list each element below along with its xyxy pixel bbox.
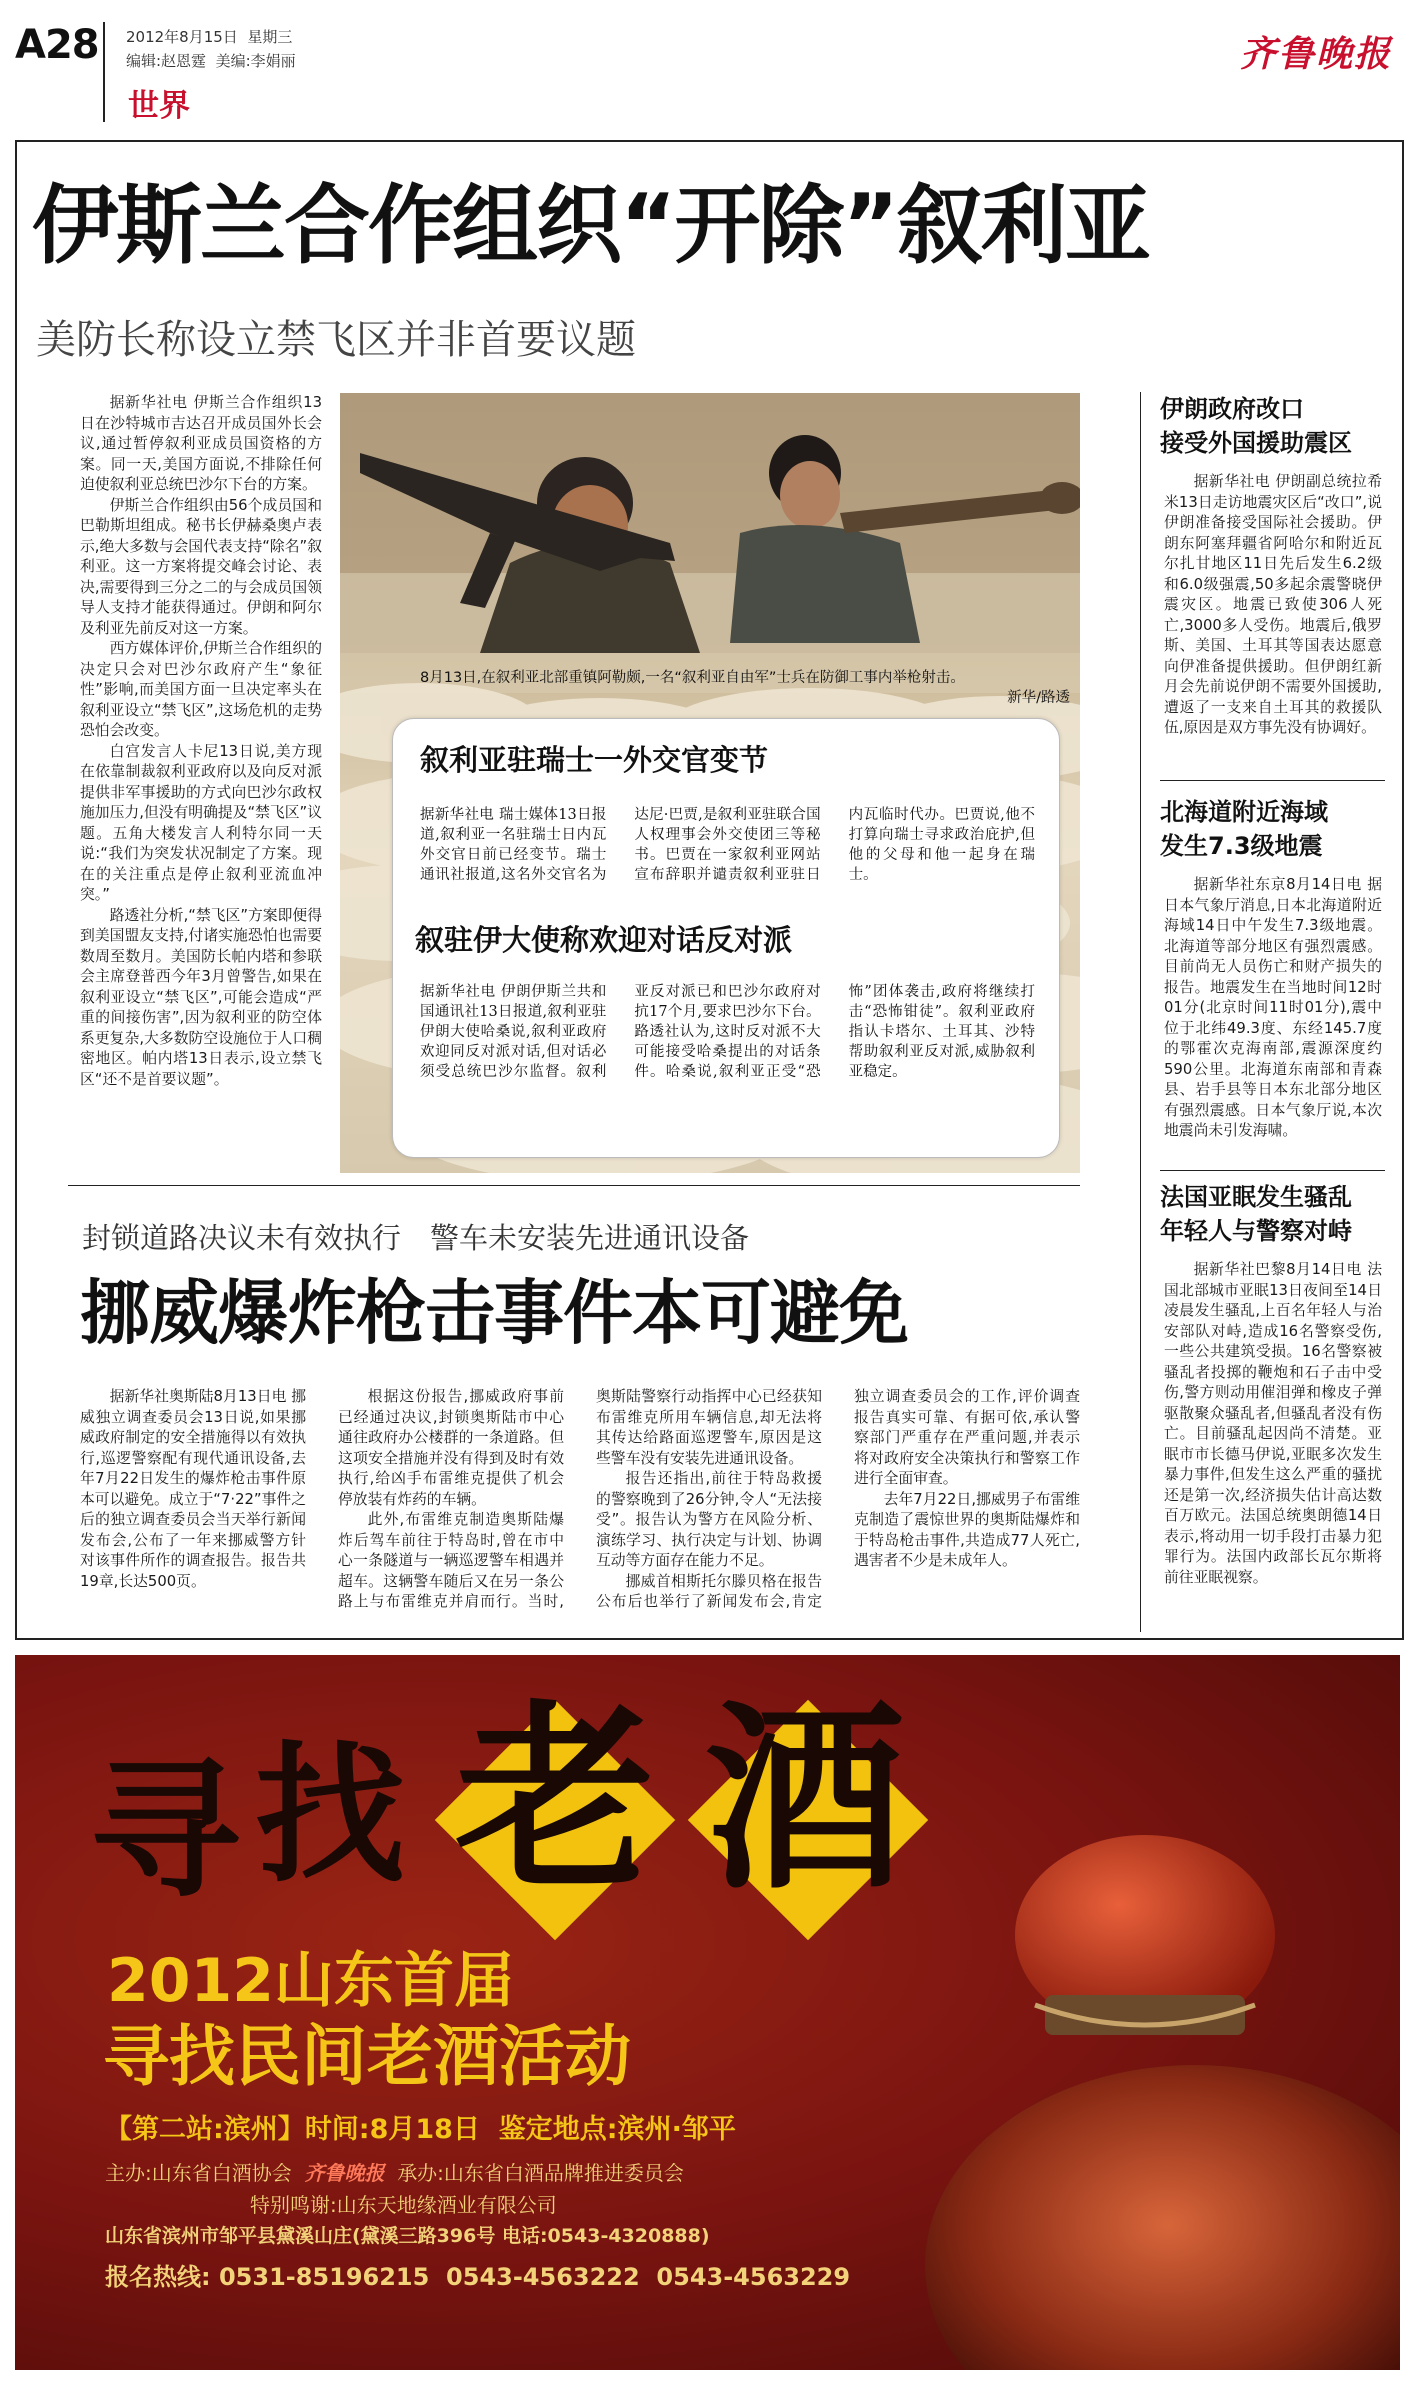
right-column-rule <box>1140 392 1141 1632</box>
right-divider-1 <box>1160 780 1385 781</box>
editor-credit: 编辑:赵恩霆 <box>126 52 207 70</box>
paper-logo: 齐鲁晚报 <box>1240 33 1393 75</box>
masthead-divider <box>103 22 105 122</box>
ad-place: 鉴定地点:滨州·邹平 <box>498 2114 736 2145</box>
norway-body <box>80 1387 1080 1622</box>
box-story2-body: 据新华社电 伊朗伊斯兰共和国通讯社13日报道,叙利亚驻伊朗大使哈桑说,叙利亚政府欢迎同反对派对话,但对话必须受总统巴沙尔监督。叙利亚反对派已和巴沙尔政府对抗17个月,要求巴沙尔下台。路透社认为,这时反对派不大可能接受哈桑提出的对话条件。哈桑说,叙利亚正受“恐怖”团体袭击,政府将继续打击“恐怖钳徒”。叙利亚政府指认卡塔尔、土耳其、沙特帮助叙利亚反对派,威胁叙利亚稳定。 <box>420 984 1035 1080</box>
norway-paragraph: 挪威首相斯托尔滕贝格在报告公布后也举行了新闻发布会,肯定独立调查委员会的工作,评价调查报告真实可靠、有据可依,承认警察部门严重存在严重问题,并表示将对政府安全决策执行和警察工作进行全面审查。 <box>596 1388 1080 1610</box>
norway-paragraph: 据新华社奥斯陆8月13日电 挪威独立调查委员会13日说,如果挪威政府制定的安全措施得以有效执行,巡逻警察配有现代通讯设备,去年7月22日发生的爆炸枪击事件原本可以避免。成立于“7·22”事件之后的独立调查委员会当天举行新闻发布会,公布了一年来挪威警方针对该事件所作的调查报告。报告共19章,长达500页。 <box>80 1388 306 1590</box>
box-story1-text <box>420 805 1035 900</box>
issue-weekday: 星期三 <box>247 28 293 46</box>
ad-subtitle-2: 寻找民间老酒活动 <box>103 2018 631 2095</box>
right-story-2-text <box>1164 875 1382 1165</box>
page-number: A28 <box>15 22 99 68</box>
norway-paragraph: 去年7月22日,挪威男子布雷维克制造了震惊世界的奥斯陆爆炸和于特岛枪击事件,共造成77人死亡,遇害者不少是未成年人。 <box>854 1490 1080 1569</box>
lead-body <box>80 393 322 1163</box>
ad-host: 主办:山东省白酒协会 <box>105 2161 292 2185</box>
lead-paragraph: 伊斯兰合作组织由56个成员国和巴勒斯坦组成。秘书长伊赫桑奥卢表示,绝大多数与会国代表支持“除名”叙利亚。这一方案将提交峰会讨论、表决,需要得到三分之二的与会成员国领导人支持才能获得通过。伊朗和阿尔及利亚先前反对这一方案。 <box>80 496 322 637</box>
ad-address: 山东省滨州市邹平县黛溪山庄(黛溪三路396号 电话:0543-4320888) <box>105 2225 710 2247</box>
box-story2-text <box>420 982 1035 1142</box>
designer-credit: 美编:李娟丽 <box>215 52 296 70</box>
ad-hotline-line <box>105 2257 850 2292</box>
right-story-3 <box>1160 1180 1390 1630</box>
norway-paragraph: 此外,布雷维克制造奥斯陆爆炸后驾车前往于特岛时,曾在市中心一条隧道与一辆巡逻警车相遇并超车。这辆警车随后又在另一条公路上与布雷维克并肩而行。当时,奥斯陆警察行动指挥中心已经获知布雷维克所用车辆信息,却无法将其传达给路面巡逻警车,原因是这些警车没有安装先进通讯设备。 <box>338 1388 822 1610</box>
box-story1-headline: 叙利亚驻瑞士一外交官变节 <box>420 743 769 777</box>
lead-paragraph: 西方媒体评价,伊斯兰合作组织的决定只会对巴沙尔政府产生“象征性”影响,而美国方面一旦决定率头在叙利亚设立“禁飞区”,这场危机的走势恐怕会改变。 <box>80 640 322 739</box>
masthead-staff-line <box>126 50 296 71</box>
ad-title-char: 找 <box>255 1727 406 1903</box>
right-story-1-text <box>1164 472 1382 767</box>
ad-station: 【第二站:滨州】 <box>105 2114 305 2145</box>
ad-banner <box>15 1655 1400 2370</box>
lead-paragraph: 白宫发言人卡尼13日说,美方现在依靠制裁叙利亚政府以及向反对派提供非军事援助的方式向巴沙尔政权施加压力,但没有明确提及“禁飞区”议题。五角大楼发言人利特尔同一天说:“我们为突发状况制定了方案。现在的关注重点是停止叙利亚流血冲突。” <box>80 742 322 903</box>
right-story-2-body: 据新华社东京8月14日电 据日本气象厅消息,日本北海道附近海域14日中午发生7.3级地震。北海道等部分地区有强烈震感。目前尚无人员伤亡和财产损失的报告。地震发生在当地时间12时01分(北京时间11时01分),震中位于北纬49.3度、东经145.7度的鄂霍次克海南部,震源深度约590公里。北海道东南部和青森县、岩手县等日本东北部分地区有强烈震感。日本气象厅说,本次地震尚未引发海啸。 <box>1164 876 1382 1139</box>
right-story-1-body: 据新华社电 伊朗副总统拉希米13日走访地震灾区后“改口”,说伊朗准备接受国际社会援助。伊朗东阿塞拜疆省阿哈尔和附近瓦尔扎甘地区11日先后发生6.2级和6.0级强震,50多起余震警晓伊震灾区。地震已致使306人死亡,3000多人受伤。地震后,俄罗斯、美国、土耳其等国表达愿意向伊准备提供援助。但伊朗红新月会先前说伊朗不需要外国援助,遭返了一支来自土耳其的救援队伍,原因是双方事先没有协调好。 <box>1164 473 1382 736</box>
right-story-3-headline-2: 年轻人与警察对峙 <box>1160 1217 1352 1245</box>
masthead-date-line <box>126 26 292 47</box>
ad-thanks: 特别鸣谢:山东天地缘酒业有限公司 <box>250 2193 557 2217</box>
box-story1-body: 据新华社电 瑞士媒体13日报道,叙利亚一名驻瑞士日内瓦外交官日前已经变节。瑞士通讯社报道,这名外交官名为达尼·巴贾,是叙利亚驻联合国人权理事会外交使团三等秘书。巴贾在一家叙利亚网站宣布辞职并谴责叙利亚驻日内瓦临时代办。巴贾说,他不打算向瑞士寻求政治庇护,但他的父母和他一起身在瑞士。 <box>420 807 1035 883</box>
right-story-1 <box>1160 392 1390 767</box>
ad-hotline-1: 0531-85196215 <box>218 2263 430 2291</box>
issue-date: 2012年8月15日 <box>126 28 238 46</box>
wine-jar-graphic <box>895 1795 1400 2370</box>
right-story-3-text <box>1164 1260 1382 1630</box>
ad-hotline-3: 0543-4563229 <box>656 2263 851 2291</box>
ad-hotline-2: 0543-4563222 <box>446 2263 640 2291</box>
right-story-1-headline-2: 接受外国援助震区 <box>1160 429 1352 457</box>
ad-title-char: 老 <box>455 1682 656 1917</box>
right-divider-2 <box>1160 1170 1385 1171</box>
right-story-2-headline-1: 北海道附近海域 <box>1160 798 1328 826</box>
photo-caption-text: 8月13日,在叙利亚北部重镇阿勒颇,一名“叙利亚自由军”士兵在防御工事内举枪射击。 <box>420 670 965 686</box>
right-story-1-headline-1: 伊朗政府改口 <box>1160 395 1304 423</box>
right-story-3-headline-1: 法国亚眠发生骚乱 <box>1160 1183 1352 1211</box>
ad-hotline-label: 报名热线: <box>105 2263 211 2291</box>
ad-subtitle-1: 2012山东首届 <box>107 1946 514 2016</box>
ad-title-char: 酒 <box>705 1682 906 1917</box>
right-story-3-body: 据新华社巴黎8月14日电 法国北部城市亚眠13日夜间至14日凌晨发生骚乱,上百名年轻人与治安部队对峙,造成16名警察受伤,一些公共建筑受损。16名警察被骚乱者投掷的鞭炮和石子击中受伤,警方则动用催泪弹和橡皮子弹驱散聚众骚乱者,但骚乱者没有伤亡。目前骚乱起因尚不清楚。亚眠市市长德马伊说,亚眠多次发生暴力事件,但发生这么严重的骚扰还是第一次,经济损失估计高达数百万欧元。法国总统奥朗德14日表示,将动用一切手段打击暴力犯罪行为。法国内政部长瓦尔斯将前往亚眠视察。 <box>1164 1261 1382 1586</box>
lead-subhead: 美防长称设立禁飞区并非首要议题 <box>36 317 636 363</box>
ad-time: 时间:8月18日 <box>304 2114 480 2145</box>
ad-organizer: 承办:山东省白酒品牌推进委员会 <box>397 2161 684 2185</box>
lead-paragraph: 路透社分析,“禁飞区”方案即便得到美国盟友支持,付诸实施恐怕也需要数周至数月。美国防长帕内塔和参联会主席登普西今年3月曾警告,如果在叙利亚设立“禁飞区”,可能会造成“严重的间接伤害”,因为叙利亚的防空体系更复杂,大多数防空设施位于人口稠密地区。帕内塔13日表示,设立禁飞区“还不是首要议题”。 <box>80 906 322 1088</box>
ad-station-line <box>105 2107 736 2146</box>
norway-headline: 挪威爆炸枪击事件本可避免 <box>80 1272 908 1354</box>
lead-paragraph: 据新华社电 伊斯兰合作组织13日在沙特城市吉达召开成员国外长会议,通过暂停叙利亚成员国资格的方案。同一天,美国方面说,不排除任何迫使叙利亚总统巴沙尔下台的方案。 <box>80 394 322 493</box>
ad-host-paper: 齐鲁晚报 <box>304 2161 385 2185</box>
right-story-2 <box>1160 795 1390 1165</box>
norway-kicker: 封锁道路决议未有效执行 警车未安装先进通讯设备 <box>82 1221 750 1255</box>
ad-title-char: 寻 <box>90 1742 241 1918</box>
norway-top-rule <box>68 1185 1080 1186</box>
section-name: 世界 <box>128 88 190 124</box>
photo-caption <box>420 668 1070 708</box>
norway-paragraph: 根据这份报告,挪威政府事前已经通过决议,封锁奥斯陆市中心通往政府办公楼群的一条道路。但这项安全措施并没有得到及时有效执行,给凶手布雷维克提供了机会停放装有炸药的车辆。 <box>338 1388 564 1508</box>
norway-paragraph: 报告还指出,前往于特岛救援的警察晚到了26分钟,令人“无法接受”。报告认为警方在风险分析、演练学习、执行决定与计划、协调互动等方面存在能力不足。 <box>596 1470 822 1569</box>
photo-credit: 新华/路透 <box>1007 690 1070 706</box>
box-story2-headline: 叙驻伊大使称欢迎对话反对派 <box>415 923 793 957</box>
lead-headline: 伊斯兰合作组织“开除”叙利亚 <box>32 176 1150 276</box>
ad-host-line <box>105 2157 684 2186</box>
right-story-2-headline-2: 发生7.3级地震 <box>1160 832 1323 860</box>
